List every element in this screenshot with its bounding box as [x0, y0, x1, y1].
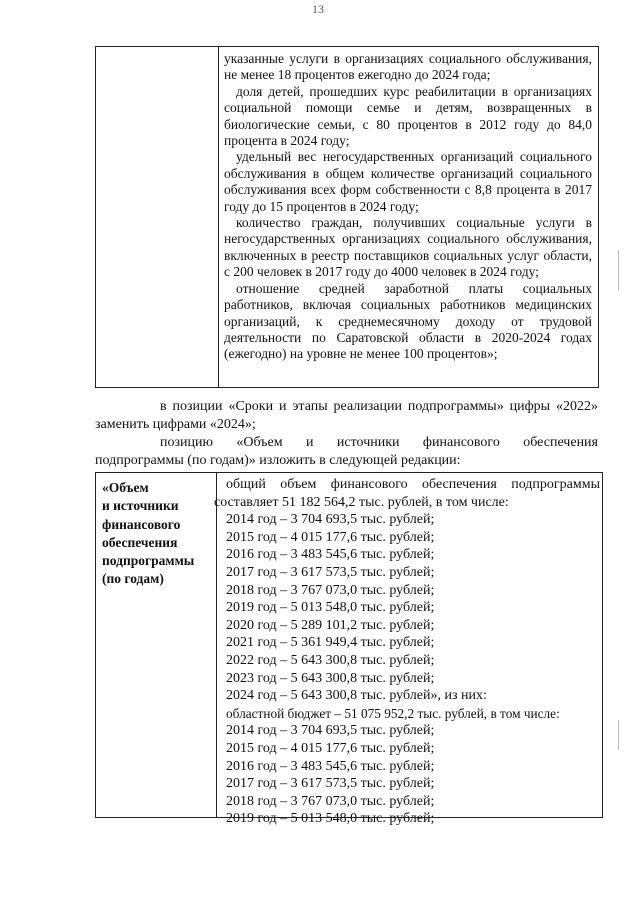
- goal-paragraph: удельный вес негосударственных организаций социального обслуживания в общем количестве организаций социального обслуживания всех форм собственности с 8,8 процента в 2017 году до 15 процентов в 2024 году;: [224, 149, 592, 214]
- total-line: общий объем финансового обеспечения подпрограммы: [226, 477, 600, 492]
- scan-edge-mark: [618, 250, 619, 290]
- body-line: подпрограммы (по годам)» изложить в следующей редакции:: [95, 453, 461, 468]
- year-amount: 2014 год – 3 704 693,5 тыс. рублей;: [226, 512, 435, 528]
- goal-paragraph: отношение средней заработной платы социальных работников, включая социальных работников медицинских организаций, к среднемесячному доходу от трудовой деятельности по Саратовской области в 2020-2024 годах (ежегодно) на уровне не менее 100 процентов»;: [224, 280, 592, 362]
- label-line: обеспечения: [102, 534, 178, 550]
- year-amount: 2017 год – 3 617 573,5 тыс. рублей;: [226, 564, 435, 580]
- year-amount: 2016 год – 3 483 545,6 тыс. рублей;: [226, 547, 435, 563]
- goals-cell: [224, 51, 592, 363]
- goal-paragraph: указанные услуги в организациях социального обслуживания, не менее 18 процентов ежегодно до 2024 года;: [224, 51, 592, 83]
- year-amount: 2014 год – 3 704 693,5 тыс. рублей;: [226, 723, 435, 739]
- body-line: в позиции «Сроки и этапы реализации подпрограммы» цифры «2022»: [160, 399, 598, 414]
- total-line: составляет 51 182 564,2 тыс. рублей, в том числе:: [214, 494, 509, 510]
- year-amount: 2024 год – 5 643 300,8 тыс. рублей», из них:: [226, 688, 487, 704]
- year-amount: 2023 год – 5 643 300,8 тыс. рублей;: [226, 670, 435, 686]
- year-amount: 2015 год – 4 015 177,6 тыс. рублей;: [226, 740, 435, 756]
- body-line: позицию «Объем и источники финансового обеспечения: [160, 435, 598, 450]
- label-line: и источники: [102, 498, 179, 514]
- years-total-list: [214, 511, 600, 828]
- goal-paragraph: количество граждан, получивших социальные услуги в негосударственных организациях социального обслуживания, включенных в реестр поставщиков социальных услуг области, с 200 человек в 2017 году до 4000 человек в 2024 году;: [224, 215, 592, 280]
- year-amount: 2019 год – 5 013 548,0 тыс. рублей;: [226, 811, 435, 827]
- label-line: (по годам): [102, 571, 164, 587]
- year-amount: 2020 год – 5 289 101,2 тыс. рублей;: [226, 617, 435, 633]
- page-number: 13: [312, 2, 324, 16]
- year-amount: 2017 год – 3 617 573,5 тыс. рублей;: [226, 776, 435, 792]
- year-amount: 2021 год – 5 361 949,4 тыс. рублей;: [226, 635, 435, 651]
- body-line: заменить цифрами «2024»;: [95, 417, 256, 432]
- goals-table: [95, 46, 599, 388]
- year-amount: 2018 год – 3 767 073,0 тыс. рублей;: [226, 582, 435, 598]
- year-amount: 2018 год – 3 767 073,0 тыс. рублей;: [226, 793, 435, 809]
- funding-label: [102, 479, 214, 589]
- year-amount: 2015 год – 4 015 177,6 тыс. рублей;: [226, 529, 435, 545]
- year-amount: 2019 год – 5 013 548,0 тыс. рублей;: [226, 600, 435, 616]
- label-line: подпрограммы: [102, 553, 195, 569]
- regional-budget-line: областной бюджет – 51 075 952,2 тыс. рублей, в том числе:: [226, 705, 560, 721]
- label-line: «Объем: [102, 480, 149, 495]
- label-line: финансового: [102, 516, 181, 532]
- goal-paragraph: доля детей, прошедших курс реабилитации в организациях социальной помощи семье и детям, возвращенных в биологические семьи, с 80 процентов в 2012 году до 84,0 процента в 2024 году;: [224, 83, 592, 149]
- year-amount: 2022 год – 5 643 300,8 тыс. рублей;: [226, 652, 435, 668]
- year-amount: 2016 год – 3 483 545,6 тыс. рублей;: [226, 758, 435, 774]
- scan-edge-mark: [618, 720, 619, 750]
- table-divider: [218, 47, 219, 387]
- funding-cell: [214, 476, 600, 828]
- funding-table: [95, 472, 603, 827]
